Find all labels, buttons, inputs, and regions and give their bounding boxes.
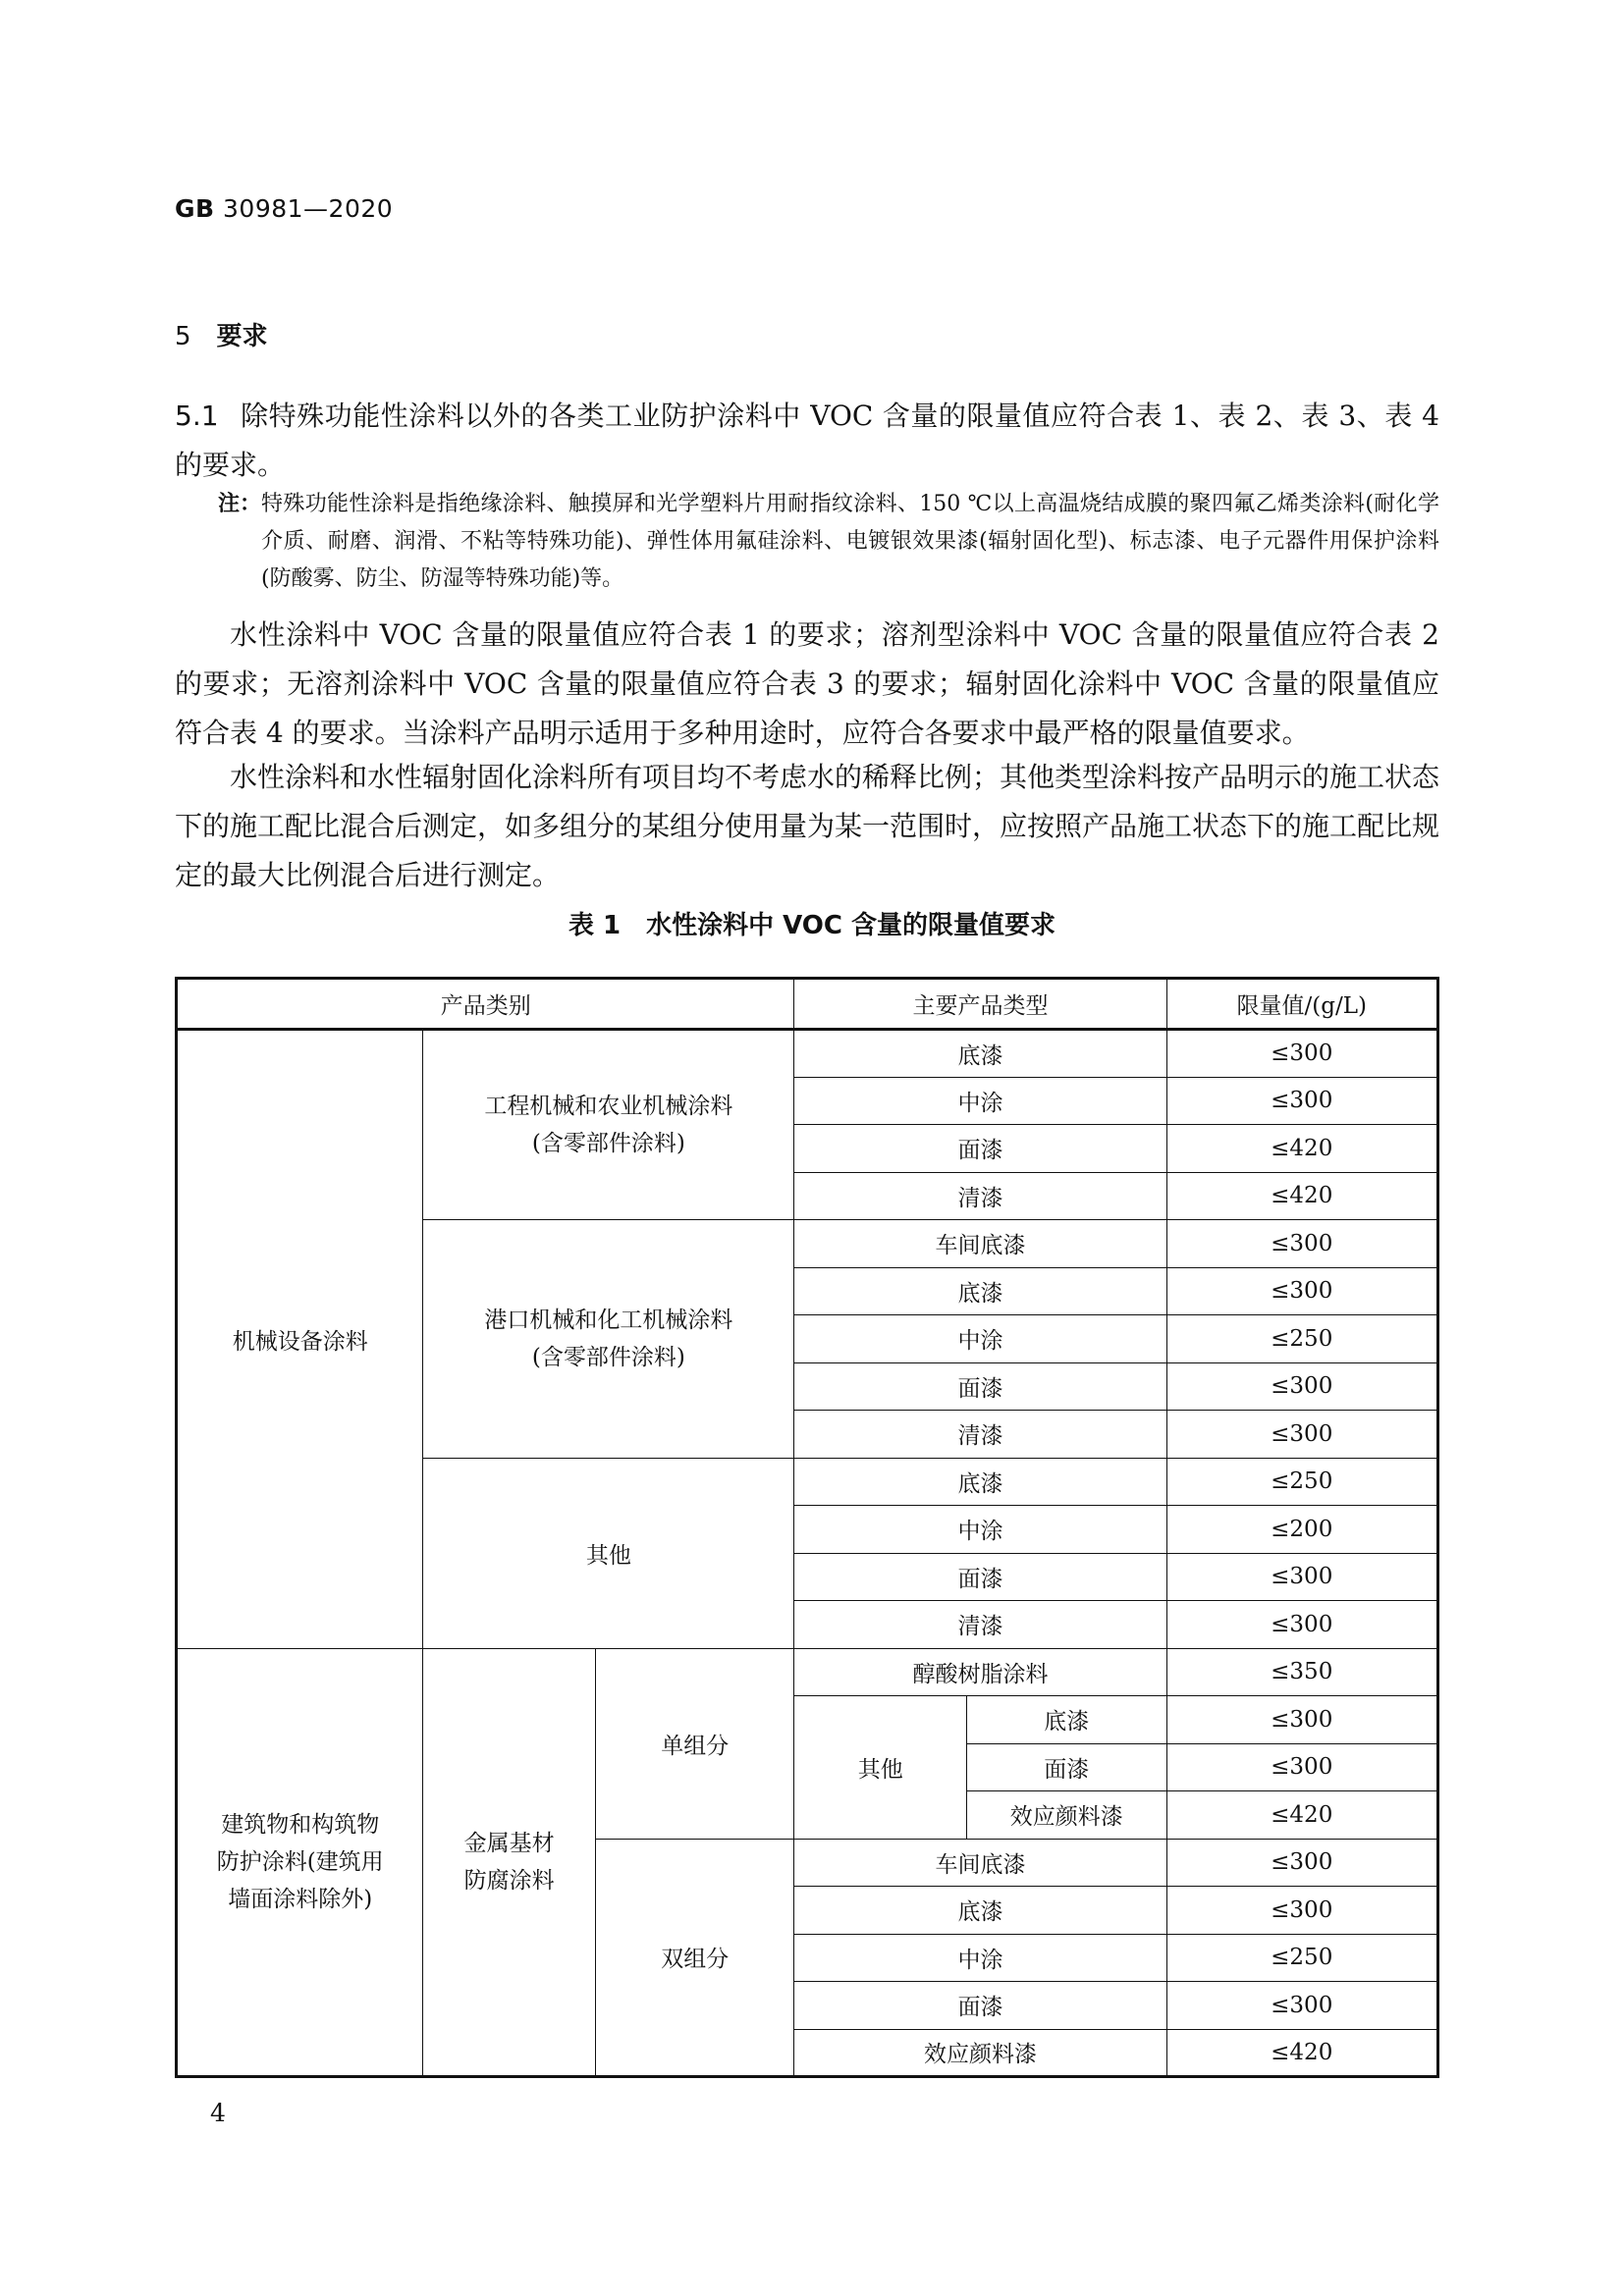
limit-value: ≤300 <box>1166 1411 1438 1459</box>
limit-value: ≤300 <box>1166 1030 1438 1078</box>
product-type: 车间底漆 <box>794 1839 1166 1887</box>
category-line2: 防护涂料(建筑用 <box>216 1848 384 1875</box>
limit-value: ≤300 <box>1166 1362 1438 1411</box>
note-label: 注： <box>218 492 262 516</box>
table-number: 表 1 <box>568 911 622 940</box>
limit-value: ≤420 <box>1166 2029 1438 2077</box>
limit-value: ≤200 <box>1166 1506 1438 1554</box>
group-name-line2: (含零部件涂料) <box>531 1344 685 1370</box>
limit-value: ≤300 <box>1166 1220 1438 1268</box>
header-product-type: 主要产品类型 <box>794 979 1166 1030</box>
table-title: 水性涂料中 VOC 含量的限量值要求 <box>646 911 1056 940</box>
page-number: 4 <box>210 2099 226 2127</box>
limit-value: ≤300 <box>1166 1077 1438 1125</box>
group-port-chemical <box>423 1220 794 1459</box>
product-type: 中涂 <box>794 1506 1166 1554</box>
product-type: 清漆 <box>794 1601 1166 1649</box>
limit-value: ≤420 <box>1166 1125 1438 1173</box>
category-line1: 建筑物和构筑物 <box>221 1811 380 1838</box>
section-title: 要求 <box>216 322 268 351</box>
limit-value: ≤250 <box>1166 1315 1438 1363</box>
product-type: 面漆 <box>794 1553 1166 1601</box>
subcategory-line2: 防腐涂料 <box>463 1867 555 1894</box>
voc-limit-table <box>175 977 1439 2078</box>
product-type: 底漆 <box>794 1458 1166 1506</box>
category-buildings <box>177 1648 423 2077</box>
subcategory-line1: 金属基材 <box>463 1830 555 1856</box>
note <box>218 486 1439 598</box>
table-row <box>177 1648 1438 1696</box>
limit-value: ≤250 <box>1166 1458 1438 1506</box>
section-number: 5 <box>175 322 191 351</box>
group-construction-agricultural <box>423 1030 794 1220</box>
product-type: 面漆 <box>967 1743 1166 1791</box>
single-other: 其他 <box>794 1696 967 1840</box>
section-heading <box>175 316 268 352</box>
product-type: 底漆 <box>794 1887 1166 1935</box>
product-type: 面漆 <box>794 1125 1166 1173</box>
product-type: 面漆 <box>794 1982 1166 2030</box>
group-name-line1: 工程机械和农业机械涂料 <box>484 1094 733 1119</box>
double-component: 双组分 <box>595 1839 793 2077</box>
table-row <box>177 1030 1438 1078</box>
header-limit: 限量值/(g/L) <box>1166 979 1438 1030</box>
product-type: 效应颜料漆 <box>967 1791 1166 1840</box>
limit-value: ≤300 <box>1166 1601 1438 1649</box>
limit-value: ≤420 <box>1166 1791 1438 1840</box>
standard-prefix: GB <box>175 194 215 223</box>
product-type: 底漆 <box>967 1696 1166 1744</box>
header-category: 产品类别 <box>177 979 794 1030</box>
note-text: 特殊功能性涂料是指绝缘涂料、触摸屏和光学塑料片用耐指纹涂料、150 ℃以上高温烧结成膜的聚四氟乙烯类涂料(耐化学介质、耐磨、润滑、不粘等特殊功能)、弹性体用氟硅涂料、电镀银效果漆(辐射固化型)、标志漆、电子元器件用保护涂料(防酸雾、防尘、防湿等特殊功能)等。 <box>261 492 1439 591</box>
category-line3: 墙面涂料除外) <box>228 1886 373 1912</box>
product-type: 中涂 <box>794 1315 1166 1363</box>
product-type: 清漆 <box>794 1411 1166 1459</box>
single-component: 单组分 <box>595 1648 793 1839</box>
table-caption <box>0 905 1624 941</box>
limit-value: ≤300 <box>1166 1696 1438 1744</box>
product-type: 底漆 <box>794 1030 1166 1078</box>
standard-number: 30981—2020 <box>223 194 394 223</box>
limit-value: ≤250 <box>1166 1934 1438 1982</box>
product-type: 中涂 <box>794 1077 1166 1125</box>
limit-value: ≤300 <box>1166 1267 1438 1315</box>
limit-value: ≤420 <box>1166 1172 1438 1220</box>
clause-5-1 <box>175 392 1439 490</box>
group-name-line2: (含零部件涂料) <box>531 1131 685 1156</box>
group-other: 其他 <box>423 1458 794 1648</box>
product-type: 车间底漆 <box>794 1220 1166 1268</box>
product-type: 中涂 <box>794 1934 1166 1982</box>
clause-text: 除特殊功能性涂料以外的各类工业防护涂料中 VOC 含量的限量值应符合表 1、表 2、表 3、表 4 的要求。 <box>175 400 1439 481</box>
product-type: 效应颜料漆 <box>794 2029 1166 2077</box>
limit-value: ≤300 <box>1166 1553 1438 1601</box>
limit-value: ≤300 <box>1166 1743 1438 1791</box>
limit-value: ≤300 <box>1166 1887 1438 1935</box>
standard-code <box>175 194 393 223</box>
paragraph-2: 水性涂料和水性辐射固化涂料所有项目均不考虑水的稀释比例；其他类型涂料按产品明示的施工状态下的施工配比混合后测定，如多组分的某组分使用量为某一范围时，应按照产品施工状态下的施工配比规定的最大比例混合后进行测定。 <box>175 761 1440 891</box>
subcategory-metal-anticorrosion <box>423 1648 596 2077</box>
product-type: 底漆 <box>794 1267 1166 1315</box>
clause-number: 5.1 <box>175 400 219 432</box>
group-name-line1: 港口机械和化工机械涂料 <box>484 1307 733 1333</box>
paragraph-1: 水性涂料中 VOC 含量的限量值应符合表 1 的要求；溶剂型涂料中 VOC 含量的限量值应符合表 2 的要求；无溶剂涂料中 VOC 含量的限量值应符合表 3 的要求；辐射固化涂料中 VOC 含量的限量值应符合表 4 的要求。当涂料产品明示适用于多种用途时，应符合各要求中最严格的限量值要求。 <box>175 618 1439 749</box>
product-type: 醇酸树脂涂料 <box>794 1648 1166 1696</box>
limit-value: ≤300 <box>1166 1839 1438 1887</box>
limit-value: ≤350 <box>1166 1648 1438 1696</box>
limit-value: ≤300 <box>1166 1982 1438 2030</box>
product-type: 清漆 <box>794 1172 1166 1220</box>
table-header-row <box>177 979 1438 1030</box>
product-type: 面漆 <box>794 1362 1166 1411</box>
category-machinery: 机械设备涂料 <box>177 1030 423 1649</box>
